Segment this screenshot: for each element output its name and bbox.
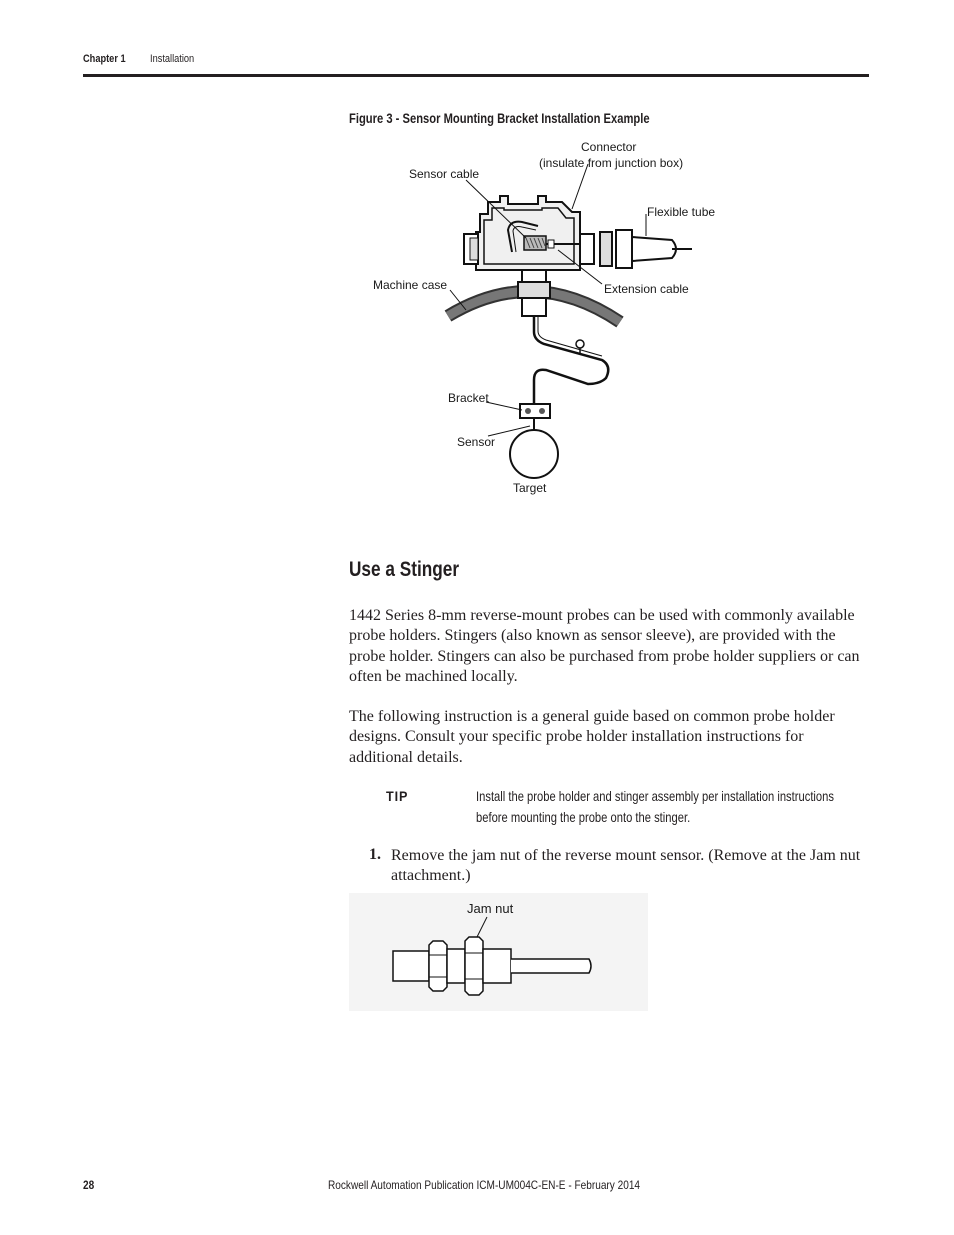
sensor-mounting-svg <box>362 134 746 502</box>
connector-leader <box>572 164 588 209</box>
junction-box <box>476 196 580 270</box>
step-text: Remove the jam nut of the reverse mount sensor. (Remove at the Jam nut attachment.) <box>391 847 861 885</box>
connector-block <box>524 236 546 250</box>
jam-nut-svg <box>349 893 648 1011</box>
first-nut <box>429 941 447 991</box>
label-sensor: Sensor <box>457 435 496 449</box>
publication-info: Rockwell Automation Publication ICM-UM004C-EN-E - February 2014 <box>328 1178 641 1192</box>
section-label: Installation <box>150 53 195 65</box>
chapter-label: Chapter 1 <box>83 53 126 65</box>
jam-nut-figure <box>349 893 648 1011</box>
bracket-tube <box>534 316 608 404</box>
sensor-body <box>483 949 511 983</box>
label-extension-cable: Extension cable <box>604 282 689 296</box>
label-flexible-tube: Flexible tube <box>647 205 716 219</box>
label-target: Target <box>513 481 547 495</box>
body-paragraph-1: 1442 Series 8-mm reverse-mount probes can be used with commonly available probe holders. Stingers (also known as sensor sleeve), are provided with the probe holder. Stingers can also be purchased from probe holder suppliers or can often be machined locally. <box>349 607 860 686</box>
tube-fitting <box>600 232 612 266</box>
page-number: 28 <box>83 1178 95 1192</box>
tip-label: TIP <box>386 788 409 804</box>
label-connector-note: (insulate from junction box) <box>539 156 684 170</box>
label-machine-case: Machine case <box>373 278 448 292</box>
sensor-face <box>393 951 429 981</box>
bottom-fitting-nut <box>518 282 550 298</box>
label-bracket: Bracket <box>448 391 489 405</box>
label-connector: Connector <box>581 140 637 154</box>
jam-nut <box>465 937 483 995</box>
sensor-cable <box>511 959 591 973</box>
tip-text: Install the probe holder and stinger assembly per installation instructions before mounting the probe onto the stinger. <box>476 788 834 825</box>
flexible-tube <box>632 237 676 261</box>
body-paragraph-2: The following instruction is a general guide based on common probe holder designs. Consult your specific probe holder installation instructions for additional details. <box>349 708 835 766</box>
target-circle <box>510 430 558 478</box>
bottom-fitting-lower <box>522 298 546 316</box>
section-heading: Use a Stinger <box>349 558 460 581</box>
tube-nut <box>616 230 632 268</box>
threaded-body <box>447 949 465 983</box>
header-rule <box>83 74 869 77</box>
label-sensor-cable: Sensor cable <box>409 167 480 181</box>
bottom-fitting-upper <box>522 270 546 282</box>
bracket-screw-left <box>525 408 531 414</box>
right-fitting <box>580 234 594 264</box>
sensor-mounting-diagram <box>362 134 746 502</box>
bracket-screw-right <box>539 408 545 414</box>
tube-clip <box>576 340 584 348</box>
figure-caption: Figure 3 - Sensor Mounting Bracket Installation Example <box>349 110 650 126</box>
bracket-leader <box>486 402 522 410</box>
bracket-block <box>520 404 550 418</box>
left-fitting-nut <box>470 238 478 260</box>
step-number: 1. <box>369 846 381 863</box>
label-jam-nut: Jam nut <box>467 901 514 916</box>
extension-plug <box>548 240 554 248</box>
